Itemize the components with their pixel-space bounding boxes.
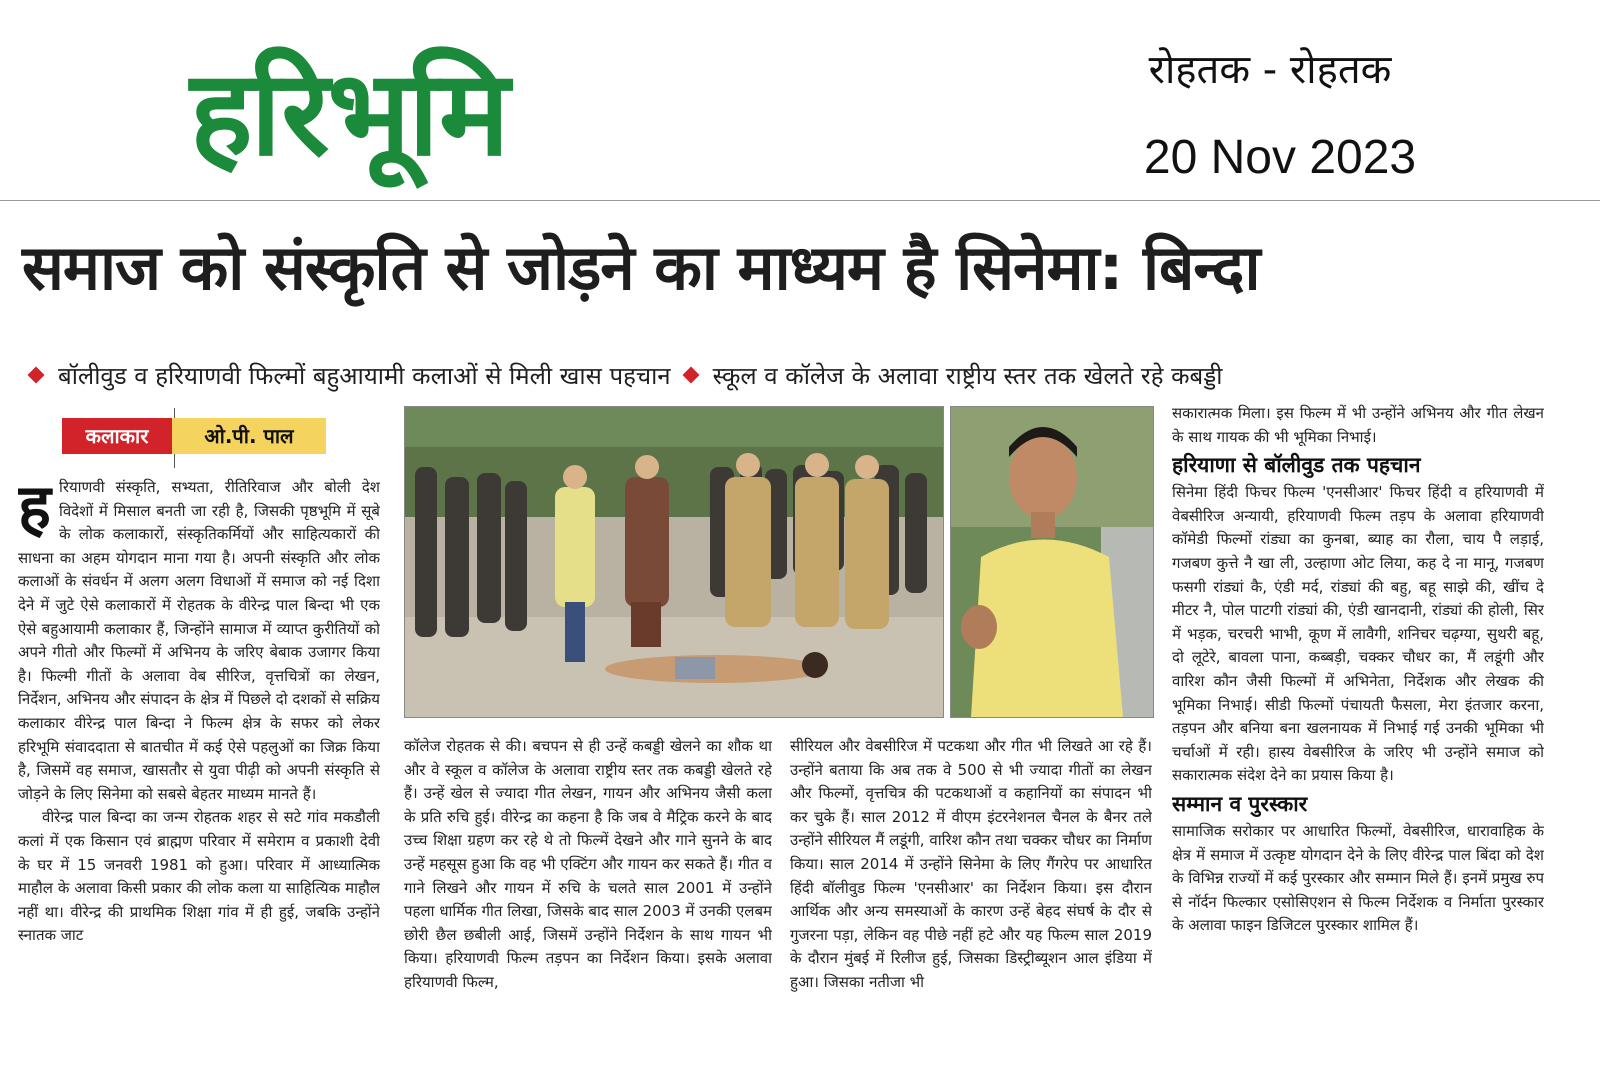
publication-date: 20 Nov 2023: [1143, 131, 1417, 184]
col4-paragraph-2: सिनेमा हिंदी फिचर फिल्म 'एनसीआर' फिचर हिंदी व हरियाणवी में वेबसीरिज अन्यायी, हरियाणवी फिल्म तड़प के अलावा हरियाणवी कॉमेडी फिल्मों रांड्या का कुनबा, ब्याह का रौला, चाय पै लड़ाई, गजबण कुत्ते नै खा ली, उल्हाणा ओट लिया, कह दे ना मानू, गजबण फसगी रांड्यां कै, एंडी मर्द, रांड्यां की बहु, बहू साझे की, खींच दे मीटर नै, पोल पाटगी रांड्यां की, एंडी खानदानी, रांड्यां की होली, सिर में भड़क, चरचरी भाभी, कूण में लावैगी, शनिचर चढ़ग्या, सुथरी बहू, दो लूटेरे, बावला पाना, कब्बड़ी, चक्कर चौधर का, मैं लडूंगी और वारिश कौन जैसी फिल्मों में अभिनेता, निर्देशक और लेखक की भूमिका निभाई। सीडी फिल्मों पंचायती फैसला, मेरा इंतजार करना, तड़पन और बनिया बना खलनायक में निभाई गई उनकी भूमिका भी चर्चाओं में रही। हास्य वेबसीरिज के जरिए भी उन्होंने समाज को सकारात्मक संदेश देने का प्रयास किया है।: [1172, 483, 1544, 785]
column-3: [790, 735, 1152, 1055]
col3-paragraph-1: सीरियल और वेबसीरिज में पटकथा और गीत भी लिखते आ रहे हैं। उन्होंने बताया कि अब तक वे 500 से भी ज्यादा गीतों का लेखन और फिल्मों, वृत्तचित्र की पटकथाओं व कहानियों का संपादन भी कर चुके हैं। साल 2012 में वीएम इंटरनेशनल चैनल के बैनर तले उन्होंने सीरियल मैं लडूंगी, वारिश कौन तथा चक्कर चौधर का निर्माण किया। साल 2014 में उन्होंने सिनेमा के लिए गैंगरेप पर आधारित हिंदी बॉलीवुड फिल्म 'एनसीआर' का निर्देशन किया। इस दौरान आर्थिक और अन्य समस्याओं के कारण उन्हें बेहद संघर्ष के दौर से गुजरना पड़ा, लेकिन वह पीछे नहीं हटे और यह फिल्म साल 2019 के दौरान मुंबई में रिलीज हुई, जिसका डिस्ट्रीब्यूशन आल इंडिया में हुआ। जिसका नतीजा भी: [790, 737, 1152, 991]
edition-label: रोहतक - रोहतक: [1148, 47, 1392, 93]
author-name: ओ.पी. पाल: [172, 418, 326, 454]
col2-paragraph-1: कॉलेज रोहतक से की। बचपन से ही उन्हें कबड्डी खेलने का शौक था और वे स्कूल व कॉलेज के अलावा राष्ट्रीय स्तर तक कबड्डी खेलते रहे हैं। उन्हें खेल से ज्यादा गीत लेखन, गायन और अभिनय जैसी कला के प्रति रुचि हुई। वीरेन्द्र का कहना है कि जब वे मैट्रिक करने के बाद उच्च शिक्षा ग्रहण कर रहे थे तो फिल्में देखने और गाने सुनने के बाद उन्हें महसूस हुआ कि वह भी एक्टिंग और गायन कर सकते हैं। गीत व गाने लिखने और गायन में रुचि के चलते साल 2001 में उन्होंने पहला धार्मिक गीत लिखा, जिसके बाद साल 2003 में उनकी एलबम छोरी छैल छबीली आई, जिसमें उन्होंने निर्देशन के साथ गायन भी किया। हरियाणवी फिल्म तड़पन का निर्देशन किया। इसके अलावा हरियाणवी फिल्म,: [404, 737, 772, 991]
column-2: [404, 735, 772, 1055]
section-heading-awards: सम्मान व पुरस्कार: [1172, 791, 1308, 816]
photo-film-shoot: [404, 406, 944, 718]
photo-portrait: [950, 406, 1154, 718]
article-headline: समाज को संस्कृति से जोड़ने का माध्यम है सिनेमा: बिन्दा: [22, 231, 1260, 304]
subhead-1: बॉलीवुड व हरियाणवी फिल्मों बहुआयामी कलाओं से मिली खास पहचान: [58, 361, 671, 390]
column-1: [18, 476, 380, 1056]
diamond-bullet-icon: [28, 367, 45, 384]
subheads: [22, 350, 1582, 400]
col1-paragraph-2: वीरेन्द्र पाल बिन्दा का जन्म रोहतक शहर से सटे गांव मकडौली कलां में एक किसान एवं ब्राह्मण परिवार में समेराम व प्रकाशी देवी के घर में 15 जनवरी 1981 को हुआ। परिवार में आध्यात्मिक माहौल के अलावा किसी प्रकार की लोक कला या साहित्यिक माहौल नहीं था। वीरेन्द्र की प्राथमिक शिक्षा गांव में ही हुई, जबकि उन्होंने स्नातक जाट: [18, 808, 380, 945]
col4-paragraph-3: सामाजिक सरोकार पर आधारित फिल्मों, वेबसीरिज, धारावाहिक के क्षेत्र में समाज में उत्कृष्ट योगदान देने के लिए वीरेन्द्र पाल बिंदा को देश के विभिन्न राज्यों में कई पुरस्कार और सम्मान मिले हैं। इनमें प्रमुख रुप से नॉर्दन फिल्कार एसोसिएशन से फिल्म निर्देशक व निर्माता पुरस्कार के अलावा फाइन डिजिटल पुरस्कार शामिल हैं।: [1172, 821, 1544, 935]
masthead-rule: [0, 200, 1600, 201]
column-4: [1172, 402, 1544, 1042]
dropcap: ह: [18, 476, 51, 543]
section-heading-identity: हरियाणा से बॉलीवुड तक पहचान: [1172, 453, 1421, 478]
col4-paragraph-1: सकारात्मक मिला। इस फिल्म में भी उन्होंने अभिनय और गीत लेखन के साथ गायक की भी भूमिका निभाई।: [1172, 404, 1544, 446]
diamond-bullet-icon: [682, 367, 699, 384]
subhead-2: स्कूल व कॉलेज के अलावा राष्ट्रीय स्तर तक खेलते रहे कबड्डी: [712, 361, 1223, 390]
col1-paragraph-1: रियाणवी संस्कृति, सभ्यता, रीतिरिवाज और बोली देश विदेशों में मिसाल बनती जा रही है, जिसकी पृष्ठभूमि में सूबे के लोक कलाकारों, संस्कृतिकर्मियों और साहित्यकारों की साधना का अहम योगदान माना गया है। अपनी संस्कृति और लोक कलाओं के संवर्धन में अलग अलग विधाओं में समाज को नई दिशा देने में जुटे ऐसे कलाकारों में रोहतक के वीरेन्द्र पाल बिन्दा भी एक ऐसे बहुआयामी कलाकार हैं, जिन्होंने सामाज में व्याप्त कुरीतियों को अपने गीतो और फिल्मों में अभिनय के जरिए बेबाक उजागर किया है। फिल्मी गीतों के अलावा वेब सीरिज, वृत्तचित्रों का लेखन, निर्देशन, अभिनय और संपादन के क्षेत्र में पिछले दो दशकों से सक्रिय कलाकार वीरेन्द्र पाल बिन्दा ने फिल्म क्षेत्र के सफर को लेकर हरिभूमि संवाददाता से बातचीत में कई ऐसे पहलुओं का जिक्र किया है, जिसमें वह समाज, खासतौर से युवा पीढ़ी को अपनी संस्कृति से जोड़ने के लिए सिनेमा को सबसे बेहतर माध्यम मानते हैं।: [18, 478, 380, 803]
byline: [62, 418, 326, 454]
category-tag: कलाकार: [62, 418, 172, 454]
masthead-logo: हरिभूमि: [190, 44, 508, 182]
